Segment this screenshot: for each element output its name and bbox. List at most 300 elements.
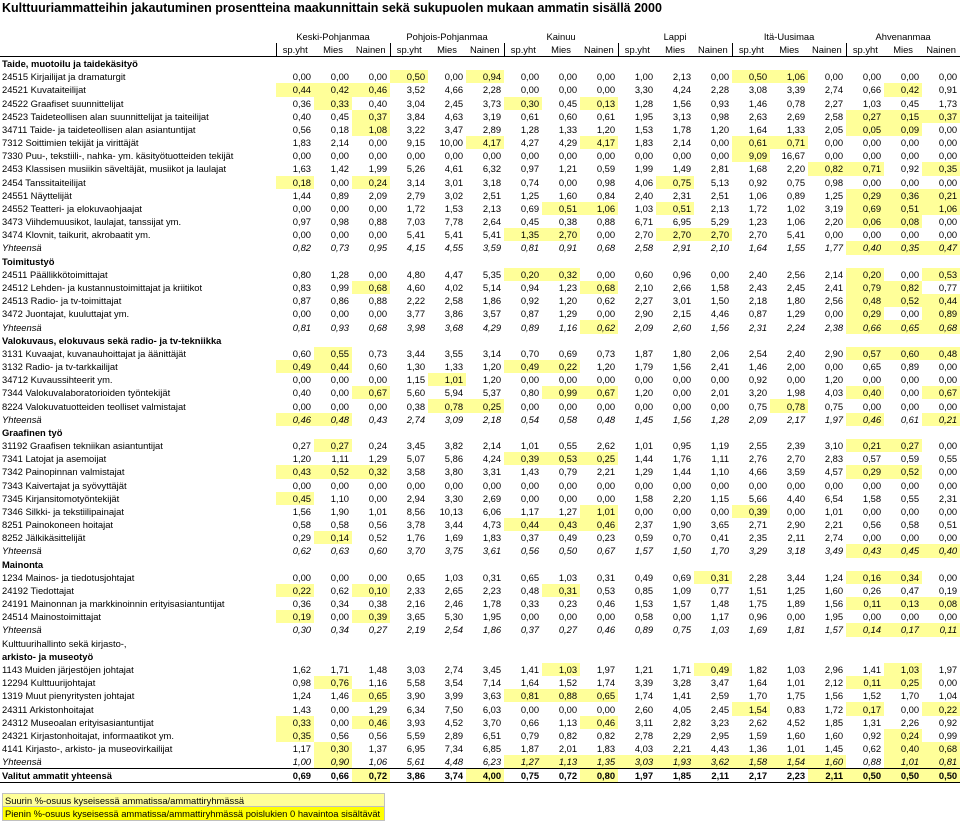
value-cell: 5,41 (444, 229, 464, 241)
value-cell: 0,50 (390, 70, 428, 83)
value-cell: 0,40 (292, 110, 311, 122)
value-cell: 0,00 (938, 229, 958, 241)
row-label: Valitut ammatit yhteensä (0, 769, 276, 783)
value-cell: 0,55 (900, 492, 920, 504)
value-cell: 1,48 (710, 598, 730, 610)
value-cell: 0,23 (558, 598, 578, 610)
value-cell: 0,45 (520, 216, 540, 228)
value-cell: 2,11 (787, 532, 806, 544)
value-cell: 3,44 (786, 571, 806, 583)
value-cell: 0,00 (558, 84, 578, 96)
value-cell: 1,24 (292, 690, 311, 702)
value-cell: 2,06 (710, 347, 730, 359)
value-cell: 2,17 (732, 769, 770, 783)
value-cell: 1,79 (634, 361, 654, 373)
value-cell: 1,74 (634, 690, 654, 702)
column-subheader: Nainen (580, 43, 618, 57)
value-cell: 0,68 (922, 320, 960, 333)
value-cell: 0,78 (428, 399, 466, 412)
value-cell: 1,53 (634, 598, 654, 610)
column-subheader: Mies (770, 43, 808, 57)
value-cell: 4,73 (482, 519, 502, 531)
row-label: 7344 Valokuvalaboratorioiden työntekijät (2, 387, 171, 399)
value-cell: 0,10 (352, 584, 390, 597)
value-cell: 0,00 (862, 137, 882, 149)
value-cell: 0,92 (748, 176, 768, 188)
value-cell: 0,00 (330, 479, 349, 491)
value-cell: 0,88 (368, 216, 388, 228)
value-cell: 0,23 (596, 532, 616, 544)
value-cell: 0,08 (884, 215, 922, 228)
column-subheader: Mies (314, 43, 352, 57)
value-cell: 0,00 (330, 176, 349, 188)
value-cell: 1,28 (520, 123, 540, 135)
legend-largest: Suurin %-osuus kyseisessä ammatissa/ammattiryhmässä (2, 793, 385, 807)
value-cell: 1,48 (368, 663, 388, 675)
value-cell: 0,69 (846, 202, 884, 215)
value-cell: 0,36 (884, 189, 922, 202)
value-cell: 1,01 (824, 505, 844, 517)
value-cell: 0,00 (900, 308, 920, 320)
row-label: 7341 Latojat ja asemoijat (2, 453, 107, 465)
value-cell: 2,38 (824, 321, 844, 333)
value-cell: 0,00 (368, 150, 388, 162)
value-cell: 2,21 (672, 743, 692, 755)
value-cell: 0,14 (846, 623, 884, 636)
value-cell: 1,75 (748, 598, 768, 610)
value-cell: 0,27 (884, 439, 922, 452)
value-cell: 0,29 (846, 189, 884, 202)
value-cell: 0,58 (558, 413, 578, 425)
value-cell: 0,79 (558, 466, 578, 478)
value-cell: 5,30 (444, 611, 464, 623)
value-cell: 0,00 (596, 492, 616, 504)
table-row (0, 531, 960, 544)
value-cell: 0,40 (846, 386, 884, 399)
value-cell: 2,74 (824, 84, 844, 96)
value-cell: 0,60 (368, 545, 388, 557)
value-cell: 2,22 (406, 295, 426, 307)
value-cell: 6,54 (824, 492, 844, 504)
value-cell: 1,43 (292, 703, 311, 715)
value-cell: 0,87 (520, 308, 540, 320)
table-row (0, 597, 960, 610)
value-cell: 1,06 (770, 70, 808, 83)
value-cell: 0,00 (368, 202, 388, 214)
value-cell: 1,20 (482, 374, 502, 386)
value-cell: 1,01 (368, 505, 388, 517)
value-cell: 1,41 (862, 663, 882, 675)
value-cell: 9,15 (406, 137, 426, 149)
value-cell: 0,13 (884, 597, 922, 610)
value-cell: 1,82 (748, 663, 768, 675)
value-cell: 1,57 (672, 598, 692, 610)
row-label: 24515 Kirjailijat ja dramaturgit (2, 71, 126, 83)
value-cell: 1,21 (558, 163, 578, 175)
table-row (0, 149, 960, 162)
value-cell: 1,95 (482, 611, 502, 623)
value-cell: 0,50 (884, 769, 922, 783)
value-cell: 3,47 (444, 123, 464, 135)
row-label: 24521 Kuvataiteilijat (2, 84, 86, 96)
value-cell: 1,27 (558, 505, 578, 517)
value-cell: 6,06 (482, 505, 502, 517)
value-cell: 0,00 (330, 716, 349, 728)
value-cell: 0,53 (596, 584, 616, 596)
value-cell: 6,51 (482, 729, 502, 741)
value-cell: 0,98 (824, 176, 844, 188)
value-cell: 3,68 (444, 321, 464, 333)
value-cell: 4,60 (406, 282, 426, 293)
value-cell: 3,28 (672, 677, 692, 689)
value-cell: 1,46 (748, 361, 768, 373)
value-cell: 0,35 (276, 729, 314, 742)
value-cell: 0,88 (862, 756, 882, 768)
value-cell: 1,16 (558, 321, 578, 333)
table-row (0, 492, 960, 505)
value-cell: 0,00 (596, 229, 616, 241)
value-cell: 1,08 (352, 123, 390, 136)
value-cell: 1,99 (634, 163, 654, 175)
value-cell: 0,88 (596, 216, 616, 228)
value-cell: 0,21 (846, 439, 884, 452)
row-label: Yhteensä (2, 242, 42, 254)
table-row (0, 202, 960, 215)
table-row (0, 215, 960, 228)
value-cell: 0,72 (542, 769, 580, 783)
value-cell: 0,92 (938, 716, 958, 728)
value-cell: 4,06 (634, 176, 654, 188)
value-cell: 2,13 (672, 71, 692, 83)
row-label: 24552 Teatteri- ja elokuvaohjaajat (2, 202, 143, 214)
table-row (0, 439, 960, 452)
value-cell: 1,56 (292, 505, 311, 517)
value-cell: 0,48 (846, 294, 884, 307)
value-cell: 0,00 (558, 176, 578, 188)
value-cell: 0,52 (314, 465, 352, 478)
value-cell: 1,03 (786, 663, 806, 675)
value-cell: 3,84 (406, 110, 426, 122)
value-cell: 1,17 (292, 743, 311, 755)
value-cell: 0,45 (558, 97, 578, 109)
value-cell: 2,27 (824, 97, 844, 109)
value-cell: 0,39 (504, 452, 542, 465)
value-cell: 0,40 (884, 742, 922, 755)
value-cell: 0,00 (938, 571, 958, 583)
value-cell: 1,56 (672, 361, 692, 373)
value-cell: 2,18 (482, 413, 502, 425)
value-cell: 4,66 (748, 466, 768, 478)
value-cell: 0,00 (292, 308, 311, 320)
value-cell: 3,44 (444, 519, 464, 531)
value-cell: 0,00 (710, 400, 730, 412)
value-cell: 0,00 (368, 479, 388, 491)
value-cell: 2,69 (482, 492, 502, 504)
value-cell: 4,03 (824, 387, 844, 399)
value-cell: 0,27 (292, 440, 311, 452)
value-cell: 0,00 (862, 532, 882, 544)
value-cell: 0,54 (520, 413, 540, 425)
value-cell: 1,69 (748, 624, 768, 636)
value-cell: 1,76 (406, 532, 426, 544)
value-cell: 4,29 (482, 321, 502, 333)
value-cell: 5,60 (406, 387, 426, 399)
table-row (0, 465, 960, 478)
value-cell: 0,00 (292, 71, 311, 83)
value-cell: 1,30 (406, 361, 426, 373)
value-cell: 1,00 (292, 756, 311, 768)
value-cell: 0,56 (862, 519, 882, 531)
row-label: 3473 Viihdemuusikot, laulajat, tanssijat ym. (2, 216, 182, 228)
value-cell: 1,20 (292, 453, 311, 465)
value-cell: 4,55 (444, 242, 464, 254)
value-cell: 0,00 (520, 84, 540, 96)
table-row (0, 268, 960, 281)
value-cell: 0,71 (770, 136, 808, 149)
table-row (0, 110, 960, 123)
value-cell: 1,23 (748, 216, 768, 228)
value-cell: 0,00 (634, 374, 654, 386)
value-cell: 0,48 (314, 413, 352, 426)
value-cell: 0,52 (368, 532, 388, 544)
value-cell: 0,92 (900, 163, 920, 175)
value-cell: 1,56 (824, 690, 844, 702)
value-cell: 4,43 (710, 743, 730, 755)
value-cell: 0,53 (922, 268, 960, 281)
value-cell: 0,00 (520, 492, 540, 504)
region-header: Pohjois-Pohjanmaa (406, 31, 488, 43)
value-cell: 0,00 (900, 137, 920, 149)
value-cell: 3,98 (406, 321, 426, 333)
value-cell: 0,00 (330, 229, 349, 241)
value-cell: 1,64 (748, 677, 768, 689)
value-cell: 1,64 (748, 242, 768, 254)
value-cell: 0,46 (580, 716, 618, 729)
value-cell: 0,51 (938, 519, 958, 531)
value-cell: 1,72 (824, 703, 844, 715)
value-cell: 1,99 (368, 163, 388, 175)
row-label: 3132 Radio- ja tv-tarkkailijat (2, 361, 118, 373)
value-cell: 0,39 (352, 610, 390, 623)
value-cell: 5,07 (406, 453, 426, 465)
value-cell: 4,00 (466, 769, 504, 783)
value-cell: 1,01 (520, 440, 540, 452)
value-cell: 2,70 (634, 229, 654, 241)
value-cell: 2,10 (710, 242, 730, 254)
value-cell: 0,00 (900, 611, 920, 623)
value-cell: 0,98 (330, 216, 349, 228)
value-cell: 0,47 (900, 584, 920, 596)
value-cell: 2,31 (938, 492, 958, 504)
value-cell: 2,05 (824, 123, 844, 135)
value-cell: 1,19 (710, 440, 730, 452)
value-cell: 3,11 (635, 716, 654, 728)
value-cell: 0,00 (938, 479, 958, 491)
row-label: 3131 Kuvaajat, kuvanauhoittajat ja äänittäjät (2, 347, 186, 359)
value-cell: 7,50 (444, 703, 464, 715)
value-cell: 0,86 (330, 295, 349, 307)
value-cell: 3,57 (482, 308, 502, 320)
value-cell: 1,42 (330, 163, 349, 175)
value-cell: 3,39 (786, 84, 806, 96)
row-label: Yhteensä (2, 413, 42, 425)
column-subheader: sp.yht (390, 43, 428, 57)
value-cell: 3,13 (672, 110, 692, 122)
value-cell: 1,58 (710, 282, 730, 293)
value-cell: 0,95 (672, 440, 692, 452)
value-cell: 1,03 (634, 202, 654, 214)
value-cell: 1,20 (482, 361, 502, 373)
row-label: 24522 Graafiset suunnittelijat (2, 97, 124, 109)
column-subheader: Nainen (808, 43, 846, 57)
value-cell: 0,75 (504, 769, 542, 783)
value-cell: 1,28 (710, 413, 730, 425)
value-cell: 0,00 (900, 374, 920, 386)
value-cell: 3,93 (406, 716, 426, 728)
table-row (0, 307, 960, 320)
value-cell: 0,00 (368, 400, 388, 412)
value-cell: 0,00 (824, 137, 844, 149)
value-cell: 0,50 (732, 70, 770, 83)
value-cell: 0,00 (634, 150, 654, 162)
value-cell: 3,04 (406, 97, 426, 109)
value-cell: 1,01 (786, 677, 806, 689)
row-label: 24511 Päällikkötoimittajat (2, 268, 108, 280)
value-cell: 0,19 (938, 584, 958, 596)
table-row (0, 386, 960, 399)
value-cell: 0,24 (884, 729, 922, 742)
value-cell: 0,00 (292, 571, 311, 583)
value-cell: 3,74 (428, 769, 466, 783)
value-cell: 0,56 (368, 519, 388, 531)
value-cell: 2,55 (748, 440, 768, 452)
value-cell: 0,29 (846, 307, 884, 320)
value-cell: 0,69 (672, 571, 692, 583)
value-cell: 0,00 (406, 150, 426, 162)
value-cell: 0,61 (900, 413, 920, 425)
value-cell: 0,44 (314, 360, 352, 373)
region-header: Keski-Pohjanmaa (296, 31, 370, 43)
value-cell: 4,29 (558, 137, 578, 149)
row-label: 24523 Taideteollisen alan suunnittelijat ja taiteilijat (2, 110, 209, 122)
value-cell: 0,00 (938, 176, 958, 188)
value-cell: 2,09 (368, 189, 388, 201)
value-cell: 0,90 (314, 755, 352, 769)
value-cell: 0,33 (276, 716, 314, 729)
value-cell: 9,09 (732, 149, 770, 162)
column-subheader: sp.yht (732, 43, 770, 57)
value-cell: 0,82 (292, 242, 311, 254)
subtotal-row (0, 544, 960, 557)
value-cell: 1,46 (330, 690, 349, 702)
value-cell: 2,33 (406, 584, 426, 596)
value-cell: 1,87 (634, 347, 654, 359)
value-cell: 0,52 (884, 294, 922, 307)
value-cell: 0,60 (558, 110, 578, 122)
value-cell: 3,86 (444, 308, 464, 320)
value-cell: 1,20 (596, 361, 616, 373)
value-cell: 0,67 (596, 545, 616, 557)
value-cell: 4,63 (444, 110, 464, 122)
value-cell: 0,73 (596, 347, 616, 359)
value-cell: 1,50 (672, 545, 692, 557)
value-cell: 1,25 (824, 189, 844, 201)
value-cell: 0,55 (938, 453, 958, 465)
value-cell: 2,79 (406, 189, 426, 201)
value-cell: 0,00 (786, 505, 806, 517)
value-cell: 0,56 (330, 729, 349, 741)
value-cell: 2,28 (748, 571, 768, 583)
row-label: 7342 Painopinnan valmistajat (2, 466, 125, 478)
value-cell: 6,85 (482, 743, 502, 755)
value-cell: 3,44 (406, 347, 426, 359)
value-cell: 0,66 (846, 320, 884, 333)
value-cell: 2,26 (900, 716, 920, 728)
value-cell: 1,76 (672, 453, 692, 465)
value-cell: 0,06 (846, 215, 884, 228)
value-cell: 0,55 (558, 440, 578, 452)
value-cell: 0,65 (352, 689, 390, 702)
value-cell: 0,94 (520, 282, 540, 293)
value-cell: 1,50 (710, 295, 730, 307)
row-label: 24551 Näyttelijät (2, 189, 72, 201)
value-cell: 2,96 (824, 663, 844, 675)
section-label: Toimitustyö (2, 255, 55, 267)
value-cell: 1,06 (748, 189, 768, 201)
value-cell: 0,00 (520, 400, 540, 412)
value-cell: 3,08 (748, 84, 768, 96)
value-cell: 0,00 (786, 611, 806, 623)
value-cell: 1,63 (292, 163, 311, 175)
value-cell: 0,29 (846, 465, 884, 478)
value-cell: 1,25 (786, 584, 806, 596)
legend-smallest: Pienin %-osuus kyseisessä ammatissa/ammattiryhmässä poislukien 0 havaintoa sisältävät (2, 807, 385, 821)
value-cell: 0,00 (748, 479, 768, 491)
value-cell: 1,33 (786, 123, 806, 135)
value-cell: 1,95 (824, 611, 844, 623)
value-cell: 2,94 (406, 492, 426, 504)
value-cell: 0,81 (922, 755, 960, 769)
value-cell: 0,00 (558, 492, 578, 504)
value-cell: 1,27 (504, 755, 542, 769)
value-cell: 1,72 (748, 202, 768, 214)
region-header-row (0, 30, 960, 43)
value-cell: 0,47 (922, 241, 960, 254)
value-cell: 2,51 (710, 189, 730, 201)
value-cell: 3,18 (786, 545, 806, 557)
value-cell: 3,61 (482, 545, 502, 557)
value-cell: 0,11 (846, 676, 884, 689)
value-cell: 0,00 (596, 84, 616, 96)
value-cell: 2,69 (786, 110, 806, 122)
table-row (0, 742, 960, 755)
value-cell: 1,93 (656, 755, 694, 769)
value-cell: 3,14 (482, 347, 502, 359)
subtotal-row (0, 241, 960, 254)
value-cell: 1,58 (732, 755, 770, 769)
value-cell: 0,00 (862, 176, 882, 188)
value-cell: 0,31 (596, 571, 616, 583)
value-cell: 0,89 (922, 307, 960, 320)
value-cell: 0,33 (314, 97, 352, 110)
region-header: Lappi (663, 31, 687, 43)
row-label: 7346 Silkki- ja tekstiilipainajat (2, 505, 124, 517)
value-cell: 0,62 (596, 295, 616, 307)
value-cell: 2,89 (482, 123, 502, 135)
value-cell: 0,35 (884, 241, 922, 254)
row-label: 1319 Muut pienyritysten johtajat (2, 690, 135, 702)
value-cell: 0,51 (656, 202, 694, 215)
